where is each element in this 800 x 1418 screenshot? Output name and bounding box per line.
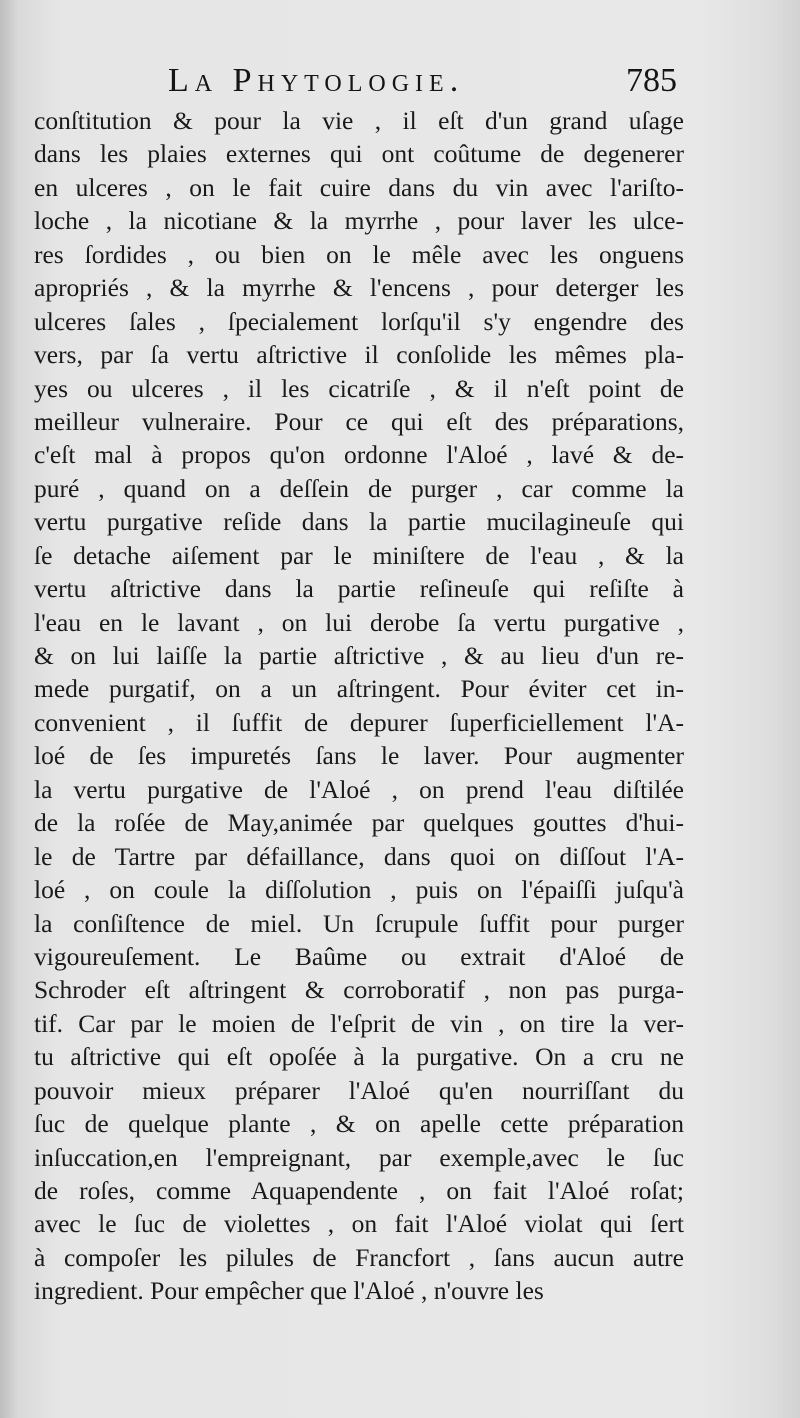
text-line: ſuc de quelque plante , & on apelle cette préparation — [34, 1109, 684, 1139]
text-line: vertu aſtrictive dans la partie reſineuſe qui reſiſte à — [34, 574, 684, 604]
text-line: pouvoir mieux préparer l'Aloé qu'en nourriſſant du — [34, 1075, 684, 1105]
text-line: ingredient. Pour empêcher que l'Aloé , n'ouvre les — [34, 1276, 544, 1306]
text-line: vers, par ſa vertu aſtrictive il conſolide les mêmes pla- — [34, 340, 684, 370]
text-line: res ſordides , ou bien on le mêle avec les onguens — [34, 239, 684, 269]
page-number: 785 — [626, 62, 677, 99]
text-line: loé , on coule la diſſolution , puis on l'épaiſſi juſqu'à — [34, 875, 684, 905]
text-line: la vertu purgative de l'Aloé , on prend l'eau diſtilée — [34, 774, 684, 804]
text-line: & on lui laiſſe la partie aſtrictive , & au lieu d'un re- — [34, 641, 684, 670]
text-line: de la roſée de May,animée par quelques gouttes d'hui- — [34, 808, 684, 838]
text-line: c'eſt mal à propos qu'on ordonne l'Aloé , lavé & de- — [34, 440, 684, 470]
text-line: dans les plaies externes qui ont coûtume de degenerer — [34, 139, 684, 169]
text-line: convenient , il ſuffit de depurer ſuperficiellement l'A- — [34, 707, 684, 737]
text-line: Schroder eſt aſtringent & corroboratif , non pas purga- — [34, 975, 684, 1005]
text-line: meilleur vulneraire. Pour ce qui eſt des préparations, — [34, 406, 684, 436]
text-line: en ulceres , on le fait cuire dans du vin avec l'ariſto- — [34, 172, 684, 202]
text-line: conſtitution & pour la vie , il eſt d'un grand uſage — [34, 106, 684, 135]
text-line: ulceres ſales , ſpecialement lorſqu'il s'y engendre des — [34, 306, 684, 336]
text-line: l'eau en le lavant , on lui derobe ſa vertu purgative , — [34, 607, 684, 637]
text-line: la conſiſtence de miel. Un ſcrupule ſuffit pour purger — [34, 908, 684, 938]
text-line: vertu purgative reſide dans la partie mucilagineuſe qui — [34, 507, 684, 537]
text-line: tu aſtrictive qui eſt opoſée à la purgative. On a cru ne — [34, 1042, 684, 1072]
body-text — [34, 104, 684, 1308]
text-line: yes ou ulceres , il les cicatriſe , & il n'eſt point de — [34, 373, 684, 403]
running-title: La Phytologie. — [168, 62, 465, 99]
text-line: tif. Car par le moien de l'eſprit de vin , on tire la ver- — [34, 1008, 684, 1038]
text-line: loé de ſes impuretés ſans le laver. Pour augmenter — [34, 741, 684, 771]
text-line: puré , quand on a deſſein de purger , car comme la — [34, 473, 684, 503]
text-line: le de Tartre par défaillance, dans quoi on diſſout l'A- — [34, 841, 684, 871]
text-line: loche , la nicotiane & la myrrhe , pour laver les ulce- — [34, 206, 684, 236]
text-line: aproprіés , & la myrrhe & l'encens , pour deterger les — [34, 273, 684, 303]
text-line: de roſes, comme Aquapendente , on fait l'Aloé roſat; — [34, 1176, 684, 1205]
text-line: mede purgatif, on a un aſtringent. Pour éviter cet in- — [34, 674, 684, 704]
text-line: vigoureuſement. Le Baûme ou extrait d'Aloé de — [34, 941, 684, 971]
text-line: ſe detache aiſement par le miniſtere de l'eau , & la — [34, 540, 684, 570]
text-line: avec le ſuc de violettes , on fait l'Aloé violat qui ſert — [34, 1209, 684, 1239]
text-line: inſuccation,en l'empreignant, par exemple,avec le ſuc — [34, 1142, 684, 1172]
text-line: à compoſer les pilules de Francfort , ſans aucun autre — [34, 1242, 684, 1272]
